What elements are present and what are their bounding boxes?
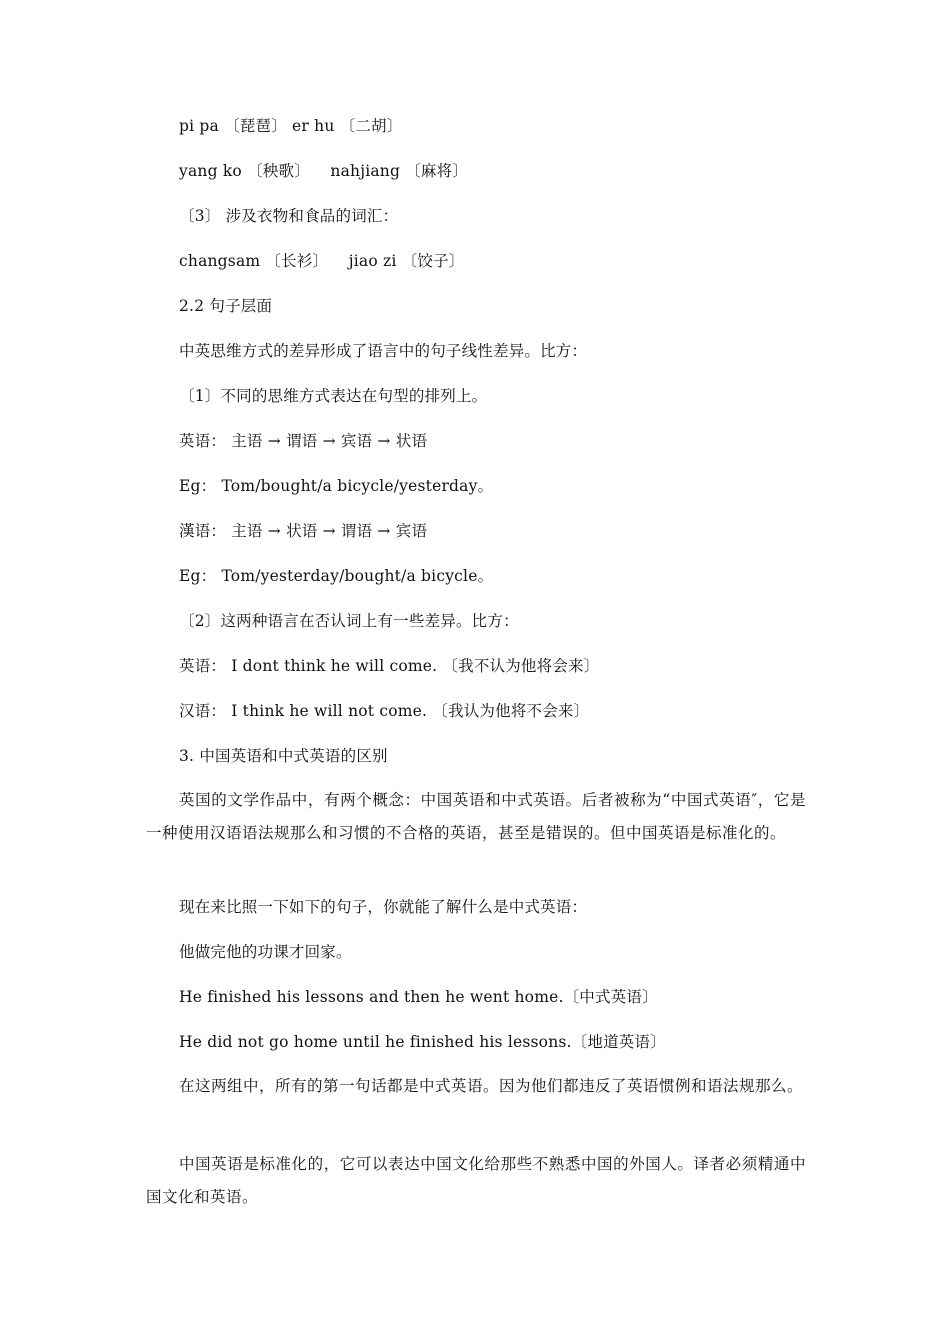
section-3-heading: 3. 中国英语和中式英语的区别 <box>179 747 388 765</box>
idiomatic-sentence: He did not go home until he finished his lessons.〔地道英语〕 <box>179 1033 666 1051</box>
english-negation-example: 英语： I dont think he will come. 〔我不认为他将会来〕 <box>179 657 600 675</box>
comparison-intro: 现在来比照一下如下的句子，你就能了解什么是中式英语： <box>179 898 588 916</box>
changsam-jiaozi-line: changsam 〔长衫〕 jiao zi 〔饺子〕 <box>179 252 465 270</box>
english-word-order: 英语： 主语 → 谓语 → 宾语 → 状语 <box>179 432 428 450</box>
sentence-order-point: 〔1〕不同的思维方式表达在句型的排列上。 <box>179 387 488 405</box>
analysis-paragraph: 在这两组中，所有的第一句话都是中式英语。因为他们都违反了英语惯例和语法规那么。 <box>179 1077 804 1095</box>
chinglish-sentence: He finished his lessons and then he went home.〔中式英语〕 <box>179 988 658 1006</box>
pipa-erhu-line: pi pa 〔琵琶〕 er hu 〔二胡〕 <box>179 117 403 135</box>
chinese-word-order: 漢语： 主语 → 状语 → 谓语 → 宾语 <box>179 522 428 540</box>
chinese-sentence: 他做完他的功课才回家。 <box>179 943 352 961</box>
chinese-example: Eg： Tom/yesterday/bought/a bicycle。 <box>179 567 494 585</box>
concepts-paragraph: 英国的文学作品中，有两个概念：中国英语和中式英语。后者被称为“中国式英语″，它是一种使用汉语语法规那么和习惯的不合格的英语，甚至是错误的。但中国英语是标准化的。 <box>146 791 806 842</box>
sentence-difference-intro: 中英思维方式的差异形成了语言中的句子线性差异。比方： <box>179 342 588 360</box>
negation-point: 〔2〕这两种语言在否认词上有一些差异。比方： <box>179 612 519 630</box>
clothing-food-heading: 〔3〕 涉及衣物和食品的词汇： <box>179 207 399 225</box>
english-example: Eg： Tom/bought/a bicycle/yesterday。 <box>179 477 494 495</box>
section-2-2-heading: 2.2 句子层面 <box>179 297 273 315</box>
chinese-negation-example: 汉语： I think he will not come. 〔我认为他将不会来〕 <box>179 702 590 720</box>
yangko-mahjong-line: yang ko 〔秧歌〕 nahjiang 〔麻将〕 <box>179 162 469 180</box>
conclusion-paragraph: 中国英语是标准化的，它可以表达中国文化给那些不熟悉中国的外国人。译者必须精通中国文化和英语。 <box>146 1155 806 1206</box>
